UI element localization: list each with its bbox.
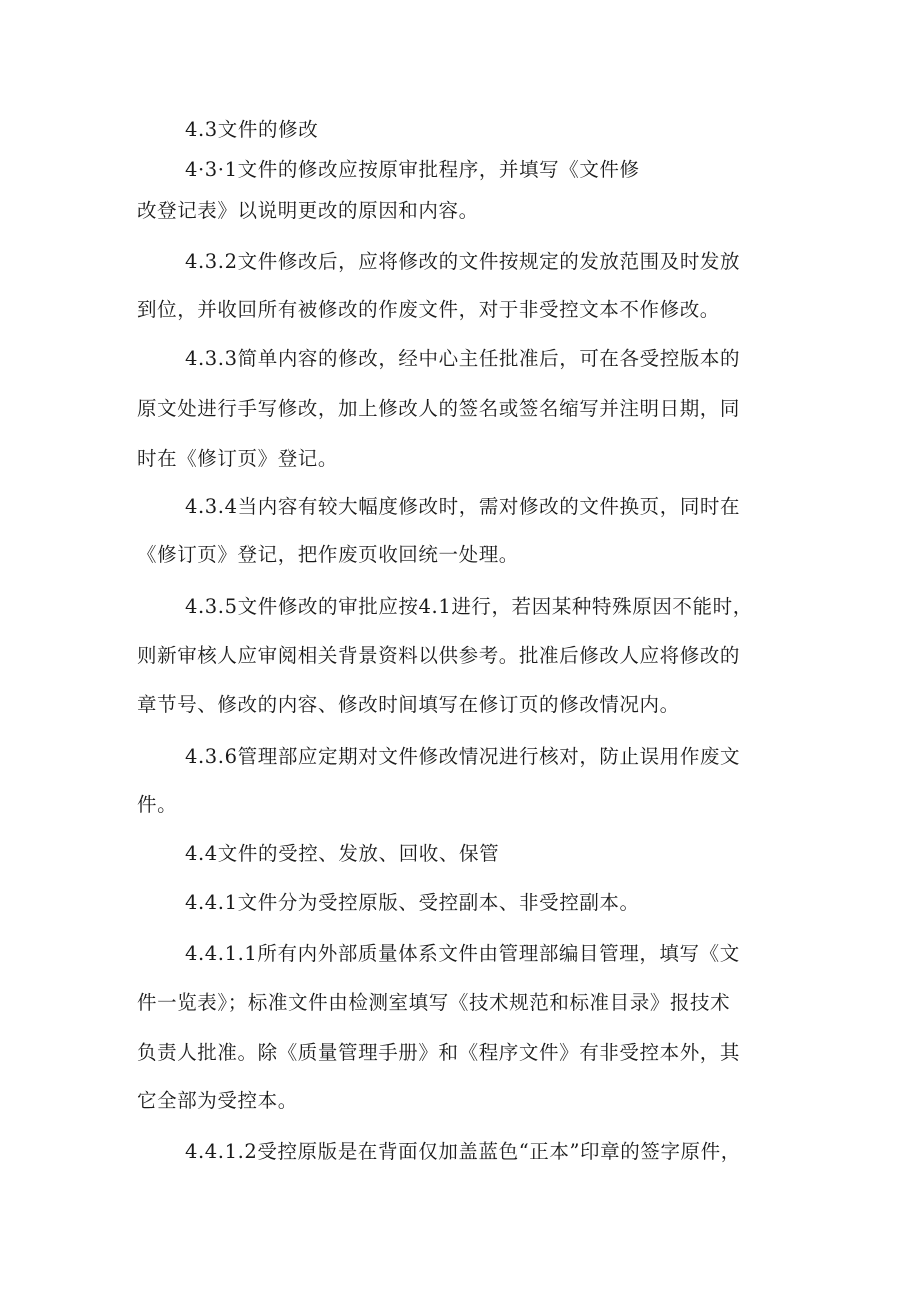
paragraph-4-3-2-line-1: 4.3.2文件修改后，应将修改的文件按规定的发放范围及时发放	[185, 250, 741, 273]
paragraph-4-3-5-line-1: 4.3.5文件修改的审批应按4.1进行，若因某种特殊原因不能时，	[185, 595, 753, 618]
paragraph-4-4-1-1-line-4: 它全部为受控本。	[137, 1089, 298, 1112]
paragraph-4-3-6-line-2: 件。	[137, 793, 178, 816]
section-heading-4-3: 4.3文件的修改	[185, 118, 319, 141]
paragraph-4-4-1-line-1: 4.4.1文件分为受控原版、受控副本、非受控副本。	[185, 891, 640, 914]
paragraph-4-3-5-line-3: 章节号、修改的内容、修改时间填写在修订页的修改情况内。	[137, 693, 680, 716]
paragraph-4-3-6-line-1: 4.3.6管理部应定期对文件修改情况进行核对，防止误用作废文	[185, 745, 741, 768]
paragraph-4-3-1-line-2: 改登记表》以说明更改的原因和内容。	[137, 199, 479, 222]
section-heading-4-4: 4.4文件的受控、发放、回收、保管	[185, 842, 500, 865]
paragraph-4-3-2-line-2: 到位，并收回所有被修改的作废文件，对于非受控文本不作修改。	[137, 298, 720, 321]
paragraph-4-3-4-line-2: 《修订页》登记，把作废页收回统一处理。	[137, 543, 519, 566]
paragraph-4-4-1-1-line-3: 负责人批准。除《质量管理手册》和《程序文件》有非受控本外，其	[137, 1041, 741, 1064]
paragraph-4-3-4-line-1: 4.3.4当内容有较大幅度修改时，需对修改的文件换页，同时在	[185, 495, 741, 518]
paragraph-4-3-3-line-2: 原文处进行手写修改，加上修改人的签名或签名缩写并注明日期，同	[137, 397, 741, 420]
paragraph-4-3-5-line-2: 则新审核人应审阅相关背景资料以供参考。批准后修改人应将修改的	[137, 644, 741, 667]
paragraph-4-4-1-1-line-2: 件一览表》；标准文件由检测室填写《技术规范和标准目录》报技术	[137, 991, 731, 1014]
paragraph-4-3-3-line-1: 4.3.3简单内容的修改，经中心主任批准后，可在各受控版本的	[185, 347, 741, 370]
paragraph-4-4-1-2-line-1: 4.4.1.2受控原版是在背面仅加盖蓝色“正本”印章的签字原件，	[185, 1140, 741, 1163]
paragraph-4-4-1-1-line-1: 4.4.1.1所有内外部质量体系文件由管理部编目管理，填写《文	[185, 942, 740, 965]
paragraph-4-3-3-line-3: 时在《修订页》登记。	[137, 447, 339, 470]
paragraph-4-3-1-line-1: 4·3·1文件的修改应按原审批程序，并填写《文件修	[185, 158, 640, 181]
